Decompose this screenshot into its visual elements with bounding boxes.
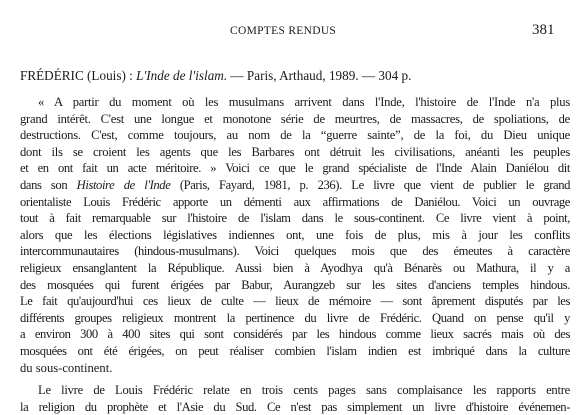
paragraph-1-line: alors que les élections législatives indiennes ont, une fois de plus, mis à jour les conflits	[20, 227, 570, 242]
paragraph-1-line: intercommunautaires (hindous-musulmans). Voici quelques mois que des émeutes à caractère	[20, 244, 570, 259]
running-title: COMPTES RENDUS	[230, 25, 337, 37]
citation-title: L'Inde de l'islam.	[136, 68, 228, 83]
paragraph-2-line: Le livre de Louis Frédéric relate en trois cents pages sans complaisance les rapports entre	[38, 383, 570, 398]
citation-author: FRÉDÉRIC (Louis) :	[20, 68, 133, 83]
running-header	[0, 22, 580, 40]
paragraph-1-line: a environ 300 à 400 sites qui sont considérés par les hindous comme lieux sacrés mais où des	[20, 327, 570, 342]
line-text: dans son	[20, 177, 77, 192]
paragraph-1-line: dont ils se croient les agents que les Barbares ont détruit les civilisations, anéanti les peuples	[20, 144, 570, 159]
page-number: 381	[532, 22, 555, 38]
paragraph-1-line: grand intérêt. C'est une longue et monotone série de meurtres, de massacres, de spoliations, de	[20, 111, 570, 126]
paragraph-1-line: « A partir du moment où les musulmans arrivent dans l'Inde, l'histoire de l'Inde n'a plus	[38, 95, 570, 109]
paragraph-1-line: religieux ensanglantent la République. Aussi bien à Ayodhya qu'à Bénarès ou Mathura, il y a	[20, 260, 570, 275]
paragraph-2-line: la religion du prophète et l'Asie du Sud. Ce n'est pas simplement un livre d'histoire événemen-	[20, 399, 570, 414]
bibliographic-citation	[20, 68, 570, 84]
review-body	[20, 94, 570, 415]
citation-publication: — Paris, Arthaud, 1989. — 304 p.	[230, 68, 412, 83]
paragraph-1-last-line: du sous-continent.	[20, 360, 113, 375]
paragraph-1-line: différents groupes religieux montrent la pertinence du livre de Frédéric. Quand on pense qu'il y	[20, 310, 570, 325]
paragraph-1-line: orientaliste Louis Frédéric apporte un démenti aux affirmations de Daniélou. Voici un ouvrage	[20, 194, 570, 209]
paragraph-1-line: Le fait qu'aujourd'hui ces lieux de culte — lieux de mémoire — sont âprement disputés par les	[20, 294, 570, 309]
cited-book-title: Histoire de l'Inde	[76, 177, 171, 192]
paragraph-1-line: mosquées ont été érigées, on peut réaliser combien l'islam indien est imbriqué dans la culture	[20, 343, 570, 358]
paragraph-1-line: tout à fait remarquable sur l'histoire de l'islam dans le sous-continent. Ce livre vient à point,	[20, 211, 570, 226]
paragraph-1-line: et en ont fait un acte méritoire. » Voici ce que le grand spécialiste de l'Inde Alain Daniélou dit	[20, 161, 570, 176]
paragraph-1-line	[20, 177, 570, 194]
line-text: (Paris, Fayard, 1981, p. 236). Le livre que vient de publier le grand	[170, 177, 570, 192]
paragraph-1-line: des mosquées qui furent érigées par Babur, Aurangzeb sur les sites d'anciens temples hindous.	[20, 277, 570, 292]
paragraph-1-line: destructions. C'est, comme toujours, au nom de la “guerre sainte”, de la foi, du Dieu unique	[20, 128, 570, 143]
